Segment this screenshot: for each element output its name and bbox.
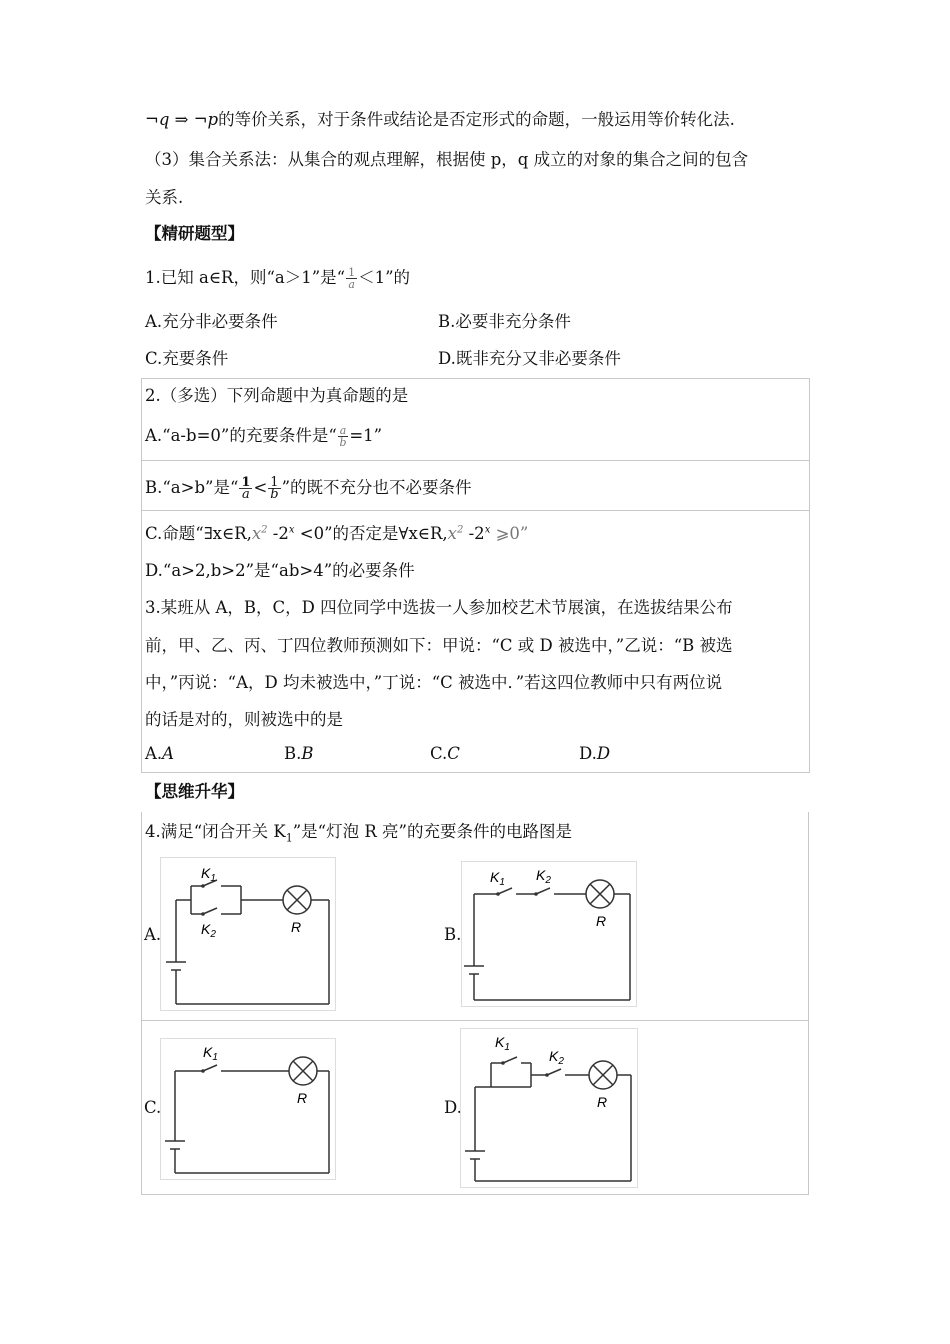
- switch-pivot: [201, 912, 205, 916]
- q2-c-x: x: [251, 524, 262, 543]
- q2-b-lt: <: [253, 478, 268, 497]
- q3-line-4: 的话是对的，则被选中的是: [145, 710, 343, 729]
- q2-a-fraction: [338, 425, 349, 448]
- q2-c-pre: C.命题“∃x∈R,: [145, 524, 252, 543]
- negation-formula: ¬q ⇒ ¬p: [145, 110, 219, 129]
- section-heading-summary: 【思维升华】: [145, 782, 244, 801]
- q3-line-3: 中，”丙说：“A，D 均未被选中，”丁说：“C 被选中．”若这四位教师中只有两位说: [145, 673, 723, 692]
- divider: [808, 812, 809, 1195]
- q3-option-b-prefix: B.: [284, 744, 302, 763]
- q3-option-d-value: D: [596, 744, 611, 763]
- q1-option-b[interactable]: B.必要非充分条件: [438, 312, 571, 331]
- q3-option-c-value: C: [447, 744, 460, 763]
- q2-a-num: a: [339, 424, 347, 437]
- q4-stem-b: ”是“灯泡 R 亮”的充要条件的电路图是: [292, 822, 572, 841]
- q4-stem-a: 4.满足“闭合开关 K: [145, 822, 286, 841]
- q3-option-c-prefix: C.: [430, 744, 448, 763]
- q4-option-a-label[interactable]: A.: [144, 925, 162, 944]
- circuit-diagram-d[interactable]: [460, 1028, 638, 1188]
- q1-stem-a: 1.已知 a∈R，则“a＞1”是“: [145, 268, 346, 287]
- q2-c-exp4: x: [484, 524, 491, 536]
- lamp-label: R: [596, 913, 607, 929]
- q3-line-2: 前，甲、乙、丙、丁四位教师预测如下：甲说：“C 或 D 被选中，”乙说：“B 被选: [145, 636, 733, 655]
- q4-stem: [145, 818, 572, 844]
- q2-b-pre: B.“a>b”是“: [145, 478, 239, 497]
- q4-stem-sub: 1: [285, 831, 293, 845]
- q2-b-fraction-1: [239, 477, 252, 500]
- circuit-diagram-a[interactable]: [160, 857, 336, 1011]
- divider: [141, 812, 142, 1195]
- q4-option-d-label[interactable]: D.: [444, 1098, 462, 1117]
- q2-c-mid: -2: [267, 524, 289, 543]
- divider: [141, 1020, 809, 1021]
- switch-k1-label: $K_1$: [490, 869, 505, 888]
- switch-pivot: [201, 1069, 205, 1073]
- q1-fraction: [346, 267, 357, 290]
- q3-option-a-value: A: [162, 744, 175, 763]
- q2-b-den2: b: [270, 487, 279, 502]
- switch-k1-label: $K_1$: [201, 865, 216, 884]
- intro-line-2: （3）集合关系法：从集合的观点理解，根据使 p，q 成立的对象的集合之间的包含: [145, 150, 749, 169]
- switch-k1-label: $K_1$: [203, 1044, 218, 1063]
- q1-stem-b: ＜1”的: [358, 268, 411, 287]
- q2-b-den1: a: [242, 487, 250, 502]
- intro-line-1: [145, 106, 735, 130]
- q2-c-exp2: x: [288, 524, 295, 536]
- q2-b-post: ”的既不充分也不必要条件: [281, 478, 472, 497]
- switch-pivot: [496, 892, 500, 896]
- switch-k1-label: $K_1$: [495, 1034, 510, 1053]
- divider: [141, 1194, 809, 1195]
- switch-k2-label: $K_2$: [536, 867, 551, 886]
- q2-c-exp1: 2: [261, 524, 268, 536]
- q3-option-b[interactable]: [284, 744, 314, 763]
- q1-option-c[interactable]: C.充要条件: [145, 349, 229, 368]
- q3-option-d-prefix: D.: [579, 744, 597, 763]
- divider: [141, 460, 809, 461]
- q4-option-c-label[interactable]: C.: [144, 1098, 162, 1117]
- q2-b-fraction-2: [268, 477, 280, 500]
- q3-option-d[interactable]: [579, 744, 610, 763]
- q1-option-d[interactable]: D.既非充分又非必要条件: [438, 349, 621, 368]
- q3-option-c[interactable]: [430, 744, 460, 763]
- q2-option-c[interactable]: [145, 520, 528, 544]
- q4-option-b-label[interactable]: B.: [444, 925, 462, 944]
- q3-line-1: 3.某班从 A，B，C，D 四位同学中选拔一人参加校艺术节展演，在选拔结果公布: [145, 598, 733, 617]
- q2-stem: 2.（多选）下列命题中为真命题的是: [145, 386, 409, 405]
- intro-line-3: 关系.: [145, 188, 184, 207]
- q2-c-mid2: -2: [463, 524, 485, 543]
- q2-c-exp3: 2: [456, 524, 464, 536]
- q1-frac-den: a: [348, 278, 355, 291]
- q2-c-end: ⩾0”: [490, 524, 529, 543]
- q3-option-b-value: B: [301, 744, 314, 763]
- lamp-label: R: [291, 919, 302, 935]
- switch-pivot: [201, 884, 205, 888]
- q2-option-b[interactable]: [145, 474, 472, 500]
- lamp-label: R: [597, 1094, 608, 1110]
- q3-option-a-prefix: A.: [145, 744, 163, 763]
- switch-k2-label: $K_2$: [201, 921, 216, 940]
- q2-option-a[interactable]: [145, 422, 382, 448]
- intro-line-1-text: 的等价关系，对于条件或结论是否定形式的命题，一般运用等价转化法.: [218, 110, 735, 129]
- q2-a-den: b: [339, 436, 347, 449]
- switch-pivot: [501, 1061, 505, 1065]
- q2-a-post: =1”: [349, 426, 383, 445]
- q2-c-rest: <0”的否定是∀x∈R,: [294, 524, 448, 543]
- q1-frac-num: 1: [348, 266, 356, 279]
- q2-b-num2: 1: [270, 475, 279, 490]
- circuit-diagram-c[interactable]: [160, 1038, 336, 1180]
- q2-b-num1: 1: [241, 475, 251, 490]
- q1-stem: [145, 264, 410, 290]
- switch-k2-label: $K_2$: [549, 1048, 564, 1067]
- divider: [141, 510, 809, 511]
- switch-pivot: [534, 892, 538, 896]
- q2-option-d[interactable]: D.“a>2,b>2”是“ab>4”的必要条件: [145, 561, 415, 580]
- q2-c-x2: x: [447, 524, 457, 543]
- circuit-diagram-b[interactable]: [461, 861, 637, 1007]
- lamp-label: R: [297, 1090, 308, 1106]
- q3-option-a[interactable]: [145, 744, 174, 763]
- section-heading-practice: 【精研题型】: [145, 224, 244, 243]
- q2-a-pre: A.“a-b=0”的充要条件是“: [145, 426, 337, 445]
- q1-option-a[interactable]: A.充分非必要条件: [145, 312, 278, 331]
- switch-pivot: [545, 1073, 549, 1077]
